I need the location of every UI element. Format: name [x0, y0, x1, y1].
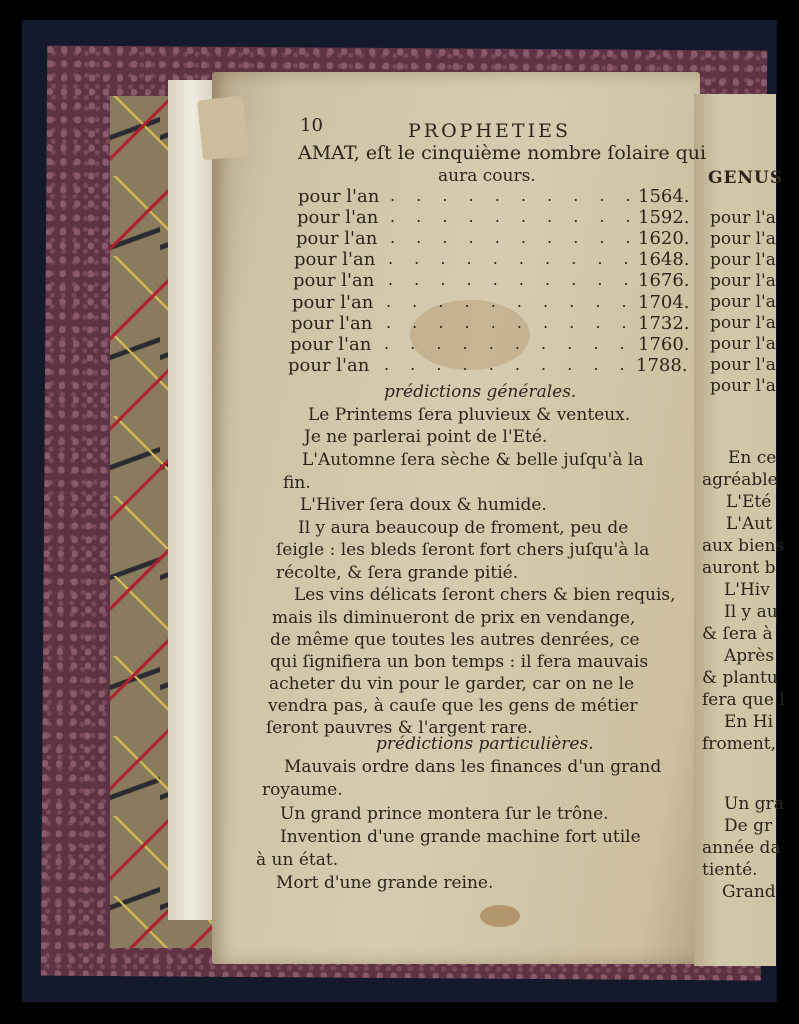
text-line: agréable: [702, 470, 778, 490]
text-line: fin.: [283, 473, 311, 493]
table-row: [0, 270, 799, 292]
row-label: pour l'an: [296, 228, 378, 249]
text-line: Mauvais ordre dans les finances d'un grand: [284, 757, 662, 777]
text-line: pour l'a: [710, 292, 776, 312]
row-year: 1760.: [638, 334, 690, 355]
text-line: fera que l: [702, 690, 785, 710]
row-year: 1648.: [638, 249, 690, 270]
text-line: L'Eté: [726, 492, 772, 512]
text-line: froment,: [702, 734, 777, 754]
text-line: qui ſignifiera un bon temps : il fera mauvais: [270, 652, 649, 672]
text-line: Invention d'une grande machine fort utile: [280, 827, 641, 847]
row-year: 1788.: [636, 355, 688, 376]
row-year: 1592.: [638, 207, 690, 228]
dot-leader: . . . . . . . . . .: [386, 313, 635, 332]
page-number: 10: [300, 115, 323, 136]
text-line: pour l'a: [710, 271, 776, 291]
torn-page-tab: [197, 96, 249, 160]
text-line: royaume.: [262, 780, 343, 800]
table-row: [0, 207, 799, 229]
text-line: Grand: [722, 882, 776, 902]
table-row: [0, 313, 799, 335]
row-year: 1732.: [638, 313, 690, 334]
right-heading: GENUS: [708, 168, 784, 188]
row-label: pour l'an: [288, 355, 370, 376]
text-line: année da: [702, 838, 781, 858]
row-year: 1676.: [638, 270, 690, 291]
row-label: pour l'an: [298, 186, 380, 207]
dot-leader: . . . . . . . . . .: [388, 270, 637, 289]
text-line: pour l'a: [710, 376, 776, 396]
row-label: pour l'an: [290, 334, 372, 355]
table-row: [0, 334, 799, 356]
paper-stain: [480, 905, 520, 927]
text-line: récolte, & ſera grande pitié.: [276, 563, 519, 583]
text-line: auront b: [702, 558, 776, 578]
text-line: L'Hiv: [724, 580, 770, 600]
row-label: pour l'an: [294, 249, 376, 270]
table-row: [0, 186, 799, 208]
text-line: de même que toutes les autres denrées, ce: [270, 630, 640, 650]
text-line: ſeront pauvres & l'argent rare.: [266, 718, 533, 738]
row-label: pour l'an: [293, 270, 375, 291]
dot-leader: . . . . . . . . . .: [390, 186, 639, 205]
dot-leader: . . . . . . . . . .: [388, 249, 637, 268]
particular-predictions-heading: prédictions particulières.: [376, 734, 594, 754]
text-line: En ce: [728, 448, 777, 468]
text-line: pour l'a: [710, 355, 776, 375]
text-line: Les vins délicats ſeront chers & bien requis,: [294, 585, 676, 605]
text-line: aux biens: [702, 536, 785, 556]
table-row: [0, 355, 799, 377]
text-line: pour l'a: [710, 208, 776, 228]
text-line: Un grand prince montera ſur le trône.: [280, 804, 609, 824]
dot-leader: . . . . . . . . . .: [390, 228, 639, 247]
table-row: [0, 249, 799, 271]
text-line: pour l'a: [710, 250, 776, 270]
text-line: ſeigle : les bleds ſeront fort chers juſqu'à la: [276, 540, 650, 560]
text-line: Le Printems ſera pluvieux & venteux.: [308, 405, 631, 425]
text-line: à un état.: [256, 850, 339, 870]
dot-leader: . . . . . . . . . .: [386, 292, 635, 311]
table-row: [0, 228, 799, 250]
text-line: pour l'a: [710, 229, 776, 249]
table-row: [0, 292, 799, 314]
row-label: pour l'an: [291, 313, 373, 334]
text-line: Il y aura beaucoup de froment, peu de: [298, 518, 629, 538]
text-line: & ſera à: [702, 624, 773, 644]
dot-leader: . . . . . . . . . .: [384, 355, 633, 374]
text-line: pour l'a: [710, 334, 776, 354]
text-line: Je ne parlerai point de l'Eté.: [304, 427, 548, 447]
dot-leader: . . . . . . . . . .: [384, 334, 633, 353]
text-line: tienté.: [702, 860, 758, 880]
right-page-text: [694, 94, 785, 966]
text-line: vendra pas, à cauſe que les gens de métier: [268, 696, 638, 716]
intro-line: aura cours.: [438, 166, 536, 186]
row-label: pour l'an: [297, 207, 379, 228]
text-line: Il y au: [724, 602, 778, 622]
text-line: L'Automne ſera sèche & belle juſqu'à la: [302, 450, 644, 470]
text-line: pour l'a: [710, 313, 776, 333]
row-label: pour l'an: [292, 292, 374, 313]
row-year: 1564.: [638, 186, 690, 207]
intro-line: AMAT, eſt le cinquième nombre ſolaire qui: [298, 142, 707, 164]
text-line: L'Hiver ſera doux & humide.: [300, 495, 547, 515]
text-line: Après: [724, 646, 775, 666]
row-year: 1704.: [638, 292, 690, 313]
text-line: En Hi: [724, 712, 774, 732]
general-predictions-heading: prédictions générales.: [384, 382, 577, 402]
text-line: & plantu: [702, 668, 778, 688]
dot-leader: . . . . . . . . . .: [390, 207, 639, 226]
text-line: Mort d'une grande reine.: [276, 873, 494, 893]
text-line: L'Aut: [726, 514, 773, 534]
running-head: PROPHETIES: [408, 120, 571, 142]
text-line: De gr: [724, 816, 773, 836]
row-year: 1620.: [638, 228, 690, 249]
text-line: Un gra: [724, 794, 784, 814]
text-line: acheter du vin pour le garder, car on ne le: [269, 674, 635, 694]
text-line: mais ils diminueront de prix en vendange,: [272, 608, 636, 628]
